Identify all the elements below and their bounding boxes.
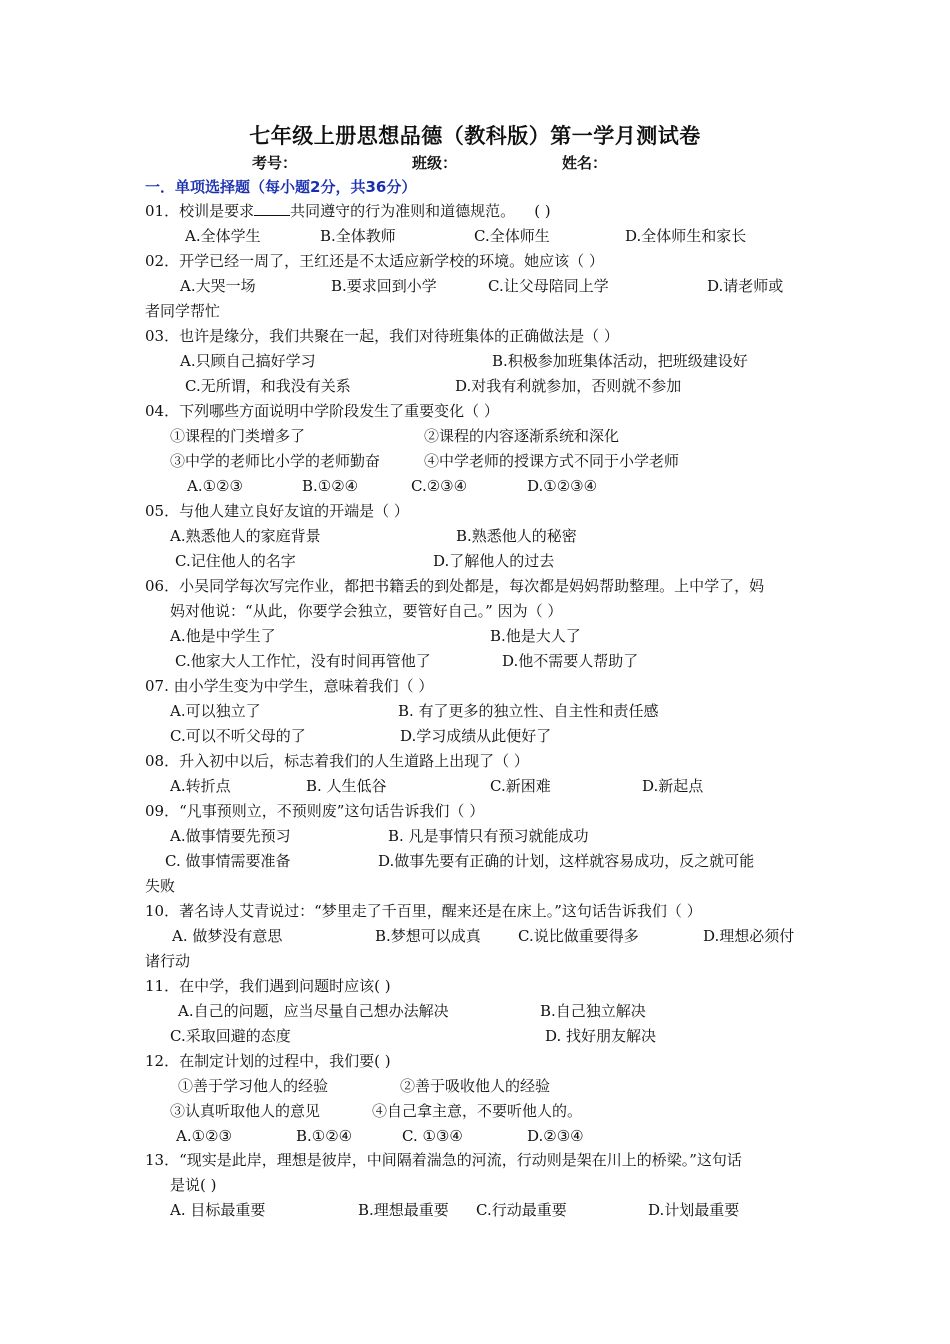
q04-item-4: ④中学老师的授课方式不同于小学老师 [424,452,680,470]
q06-option-c: C.他家大人工作忙，没有时间再管他了 [175,652,431,670]
blank-underline [254,201,290,216]
exam-number-label: 考号： [252,154,298,172]
name-label: 姓名： [562,154,608,172]
q12-option-a: A.①②③ [176,1127,232,1145]
q12-item-3: ③认真听取他人的意见 [170,1102,321,1120]
q03-option-c: C.无所谓，和我没有关系 [185,377,351,395]
q13-option-b: B.理想最重要 [358,1201,449,1219]
q09-continuation: 失败 [145,877,176,895]
question-13: 13．“现实是此岸，理想是彼岸，中间隔着湍急的河流，行动则是架在川上的桥梁。”这句话 [145,1151,742,1169]
q01-option-c: C.全体师生 [474,227,550,245]
question-02: 02．开学已经一周了，王红还是不太适应新学校的环境。她应该（ ） [145,252,604,270]
q11-option-d: D. 找好朋友解决 [545,1027,657,1045]
q12-item-2: ②善于吸收他人的经验 [400,1077,551,1095]
q13-option-c: C.行动最重要 [476,1201,567,1219]
q09-option-d: D.做事先要有正确的计划，这样就容易成功，反之就可能 [378,852,755,870]
q04-item-1: ①课程的门类增多了 [170,427,306,445]
q11-option-a: A.自己的问题，应当尽量自己想办法解决 [178,1002,449,1020]
q03-option-d: D.对我有利就参加，否则就不参加 [455,377,682,395]
q04-option-c: C.②③④ [411,477,468,495]
page-title: 七年级上册思想品德（教科版）第一学月测试卷 [249,124,701,148]
q08-option-c: C.新困难 [490,777,551,795]
q12-option-d: D.②③④ [527,1127,584,1145]
q10-option-c: C.说比做重要得多 [518,927,639,945]
q09-option-c: C. 做事情需要准备 [165,852,291,870]
q01-option-a: A.全体学生 [185,227,261,245]
q02-continuation: 者同学帮忙 [145,302,221,320]
q13-option-a: A. 目标最重要 [170,1201,266,1219]
question-06: 06．小吴同学每次写完作业，都把书籍丢的到处都是，每次都是妈妈帮助整理。上中学了，妈 [145,577,765,595]
q05-option-c: C.记住他人的名字 [175,552,296,570]
q11-option-b: B.自己独立解决 [540,1002,646,1020]
q01-option-b: B.全体教师 [320,227,396,245]
q07-option-a: A.可以独立了 [170,702,261,720]
q02-option-a: A.大哭一场 [180,277,256,295]
q10-option-b: B.梦想可以成真 [375,927,481,945]
q06-option-b: B.他是大人了 [490,627,581,645]
q07-option-b: B. 有了更多的独立性、自主性和责任感 [398,702,659,720]
question-09: 09．“凡事预则立，不预则废”这句话告诉我们（ ） [145,802,485,820]
q13-option-d: D.计划最重要 [648,1201,740,1219]
q03-option-a: A.只顾自己搞好学习 [180,352,316,370]
q04-option-d: D.①②③④ [527,477,598,495]
q07-option-c: C.可以不听父母的了 [170,727,306,745]
q06-option-d: D.他不需要人帮助了 [502,652,639,670]
question-04: 04．下列哪些方面说明中学阶段发生了重要变化（ ） [145,402,499,420]
q05-option-b: B.熟悉他人的秘密 [456,527,577,545]
q05-option-d: D.了解他人的过去 [433,552,555,570]
q12-option-b: B.①②④ [296,1127,353,1145]
question-03: 03．也许是缘分，我们共聚在一起，我们对待班集体的正确做法是（ ） [145,327,619,345]
question-10: 10．著名诗人艾青说过：“梦里走了千百里，醒来还是在床上。”这句话告诉我们（ ） [145,902,702,920]
q10-option-a: A. 做梦没有意思 [172,927,283,945]
q01-option-d: D.全体师生和家长 [625,227,747,245]
q04-item-3: ③中学的老师比小学的老师勤奋 [170,452,381,470]
q11-option-c: C.采取回避的态度 [170,1027,291,1045]
q02-option-b: B.要求回到小学 [331,277,437,295]
question-12: 12．在制定计划的过程中，我们要( ) [145,1052,391,1070]
q04-item-2: ②课程的内容逐渐系统和深化 [424,427,620,445]
q06-option-a: A.他是中学生了 [170,627,276,645]
q03-option-b: B.积极参加班集体活动，把班级建设好 [492,352,748,370]
question-11: 11．在中学，我们遇到问题时应该( ) [145,977,391,995]
q10-continuation: 诸行动 [145,952,191,970]
question-07: 07. 由小学生变为中学生，意味着我们（ ） [145,677,434,695]
q04-option-a: A.①②③ [187,477,243,495]
q04-option-b: B.①②④ [302,477,359,495]
question-08: 08．升入初中以后，标志着我们的人生道路上出现了（ ） [145,752,529,770]
question-01: 01．校训是要求 共同遵守的行为准则和道德规范。 ( ) [145,202,551,220]
q02-option-d: D.请老师或 [707,277,784,295]
q12-item-4: ④自己拿主意，不要听他人的。 [372,1102,583,1120]
q09-option-a: A.做事情要先预习 [170,827,291,845]
q07-option-d: D.学习成绩从此便好了 [400,727,552,745]
q09-option-b: B. 凡是事情只有预习就能成功 [388,827,589,845]
class-label: 班级： [412,154,458,172]
q08-option-b: B. 人生低谷 [306,777,387,795]
q12-option-c: C. ①③④ [402,1127,463,1145]
question-05: 05．与他人建立良好友谊的开端是（ ） [145,502,409,520]
question-06-continuation: 妈对他说：“从此，你要学会独立，要管好自己。” 因为（ ） [170,602,563,620]
q08-option-d: D.新起点 [642,777,704,795]
q02-option-c: C.让父母陪同上学 [488,277,609,295]
q08-option-a: A.转折点 [170,777,231,795]
section-heading: 一．单项选择题（每小题2分，共36分） [145,178,417,196]
q12-item-1: ①善于学习他人的经验 [178,1077,329,1095]
q05-option-a: A.熟悉他人的家庭背景 [170,527,321,545]
question-13-continuation: 是说( ) [170,1176,217,1194]
q10-option-d: D.理想必须付 [703,927,795,945]
